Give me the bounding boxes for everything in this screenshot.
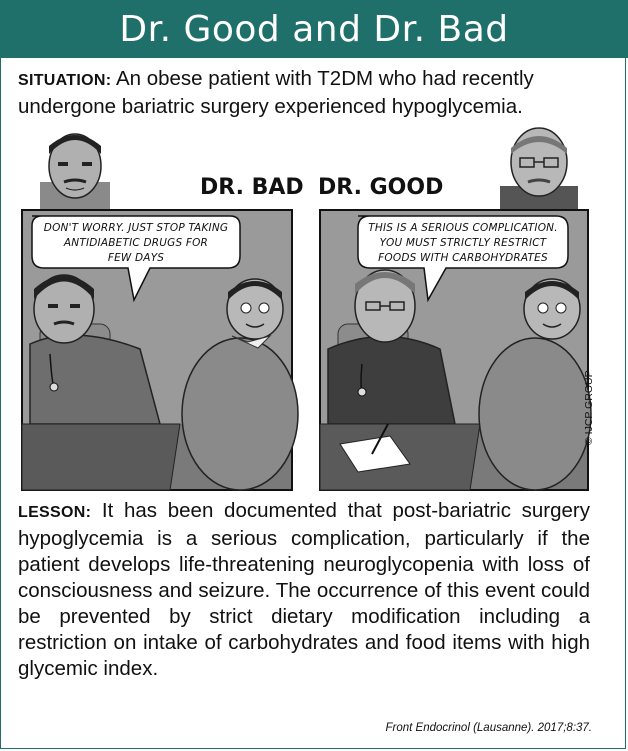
title-banner — [0, 0, 628, 58]
good-bubble-line-2: YOU MUST STRICTLY RESTRICT — [379, 237, 547, 249]
situation-label: SITUATION: — [18, 72, 112, 89]
lesson-text: It has been documented that post-bariatric surgery hypoglycemia is a serious complication, particularly if the patient develops life-threatening neuroglycopenia with loss of consciousness and seizure. The occurrence of this event could be prevented by strict dietary modification including a restriction on intake of carbohydrates and food items with high glycemic index. — [18, 499, 590, 680]
dr-bad-label: DR. BAD — [200, 175, 304, 200]
bad-bubble-line-2: ANTIDIABETIC DRUGS FOR — [63, 237, 209, 249]
dr-bad-headshot — [40, 134, 110, 212]
situation-section — [18, 66, 614, 120]
lesson-section — [18, 498, 590, 682]
dr-bad-panel — [22, 210, 298, 490]
page-title: Dr. Good and Dr. Bad — [119, 8, 509, 50]
lesson-label: LESSON: — [18, 504, 92, 521]
copyright-notice: © IJCP GROUP — [583, 370, 595, 445]
dr-good-headshot — [500, 128, 578, 212]
citation: Front Endocrinol (Lausanne). 2017;8:37. — [385, 722, 592, 734]
dr-good-label: DR. GOOD — [318, 175, 444, 200]
good-bubble-line-1: THIS IS A SERIOUS COMPLICATION. — [368, 222, 558, 234]
bad-bubble-line-1: DON'T WORRY. JUST STOP TAKING — [43, 222, 229, 234]
good-bubble-line-3: FOODS WITH CARBOHYDRATES — [378, 252, 548, 264]
bad-bubble-line-3: FEW DAYS — [107, 252, 165, 264]
dr-good-panel — [320, 210, 591, 490]
comic-illustration — [0, 124, 628, 494]
situation-text: An obese patient with T2DM who had recently undergone bariatric surgery experienced hypoglycemia. — [18, 67, 534, 118]
